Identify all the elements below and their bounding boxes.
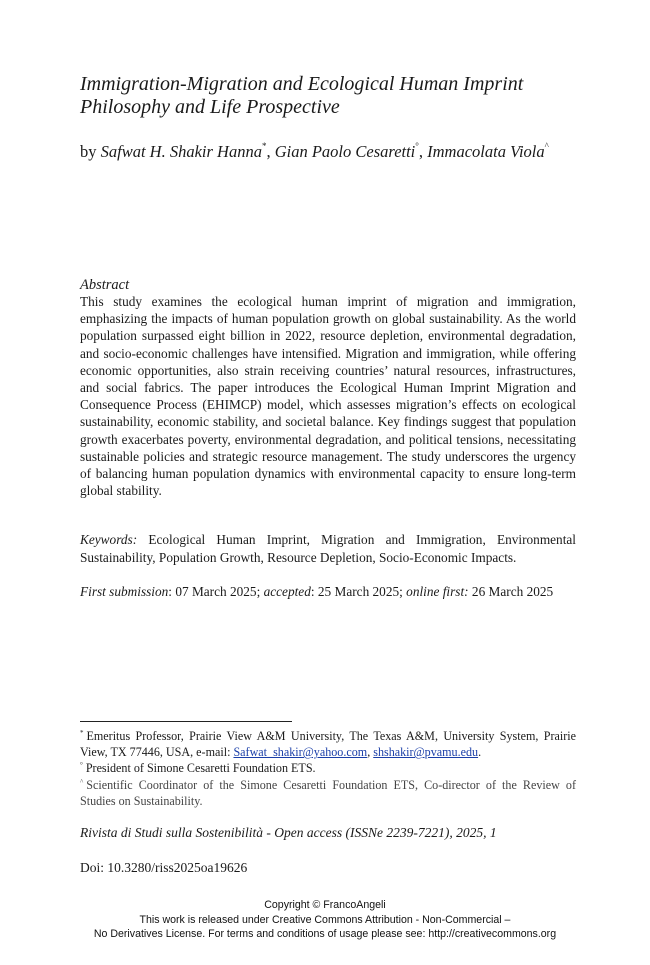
author-name: Safwat H. Shakir Hanna (100, 142, 262, 161)
footnote-1-text: Emeritus Professor, Prairie View A&M University, The Texas A&M, University System, Prairie View, TX 77446, USA, e-mail: (80, 729, 576, 760)
footnote-3-text: Scientific Coordinator of the Simone Cesaretti Foundation ETS, Co-director of the Review of Studies on Sustainability. (80, 777, 576, 808)
copyright-notice (0, 898, 650, 942)
online-first-date: 26 March 2025 (471, 584, 554, 599)
journal-citation: Rivista di Studi sulla Sostenibilità - Open access (ISSNe 2239-7221), 2025, 1 (80, 825, 497, 840)
authors-prefix: by (80, 142, 97, 161)
copyright-line-2: This work is released under Creative Commons Attribution - Non-Commercial – (139, 913, 511, 926)
doi: Doi: 10.3280/riss2025oa19626 (80, 860, 248, 875)
author-list: by Safwat H. Shakir Hanna*, Gian Paolo Cesaretti°, Immacolata Viola^ (80, 141, 549, 161)
author-name: Immacolata Viola (427, 142, 545, 161)
footnote-mark: * (80, 729, 84, 737)
author-mark: ° (415, 141, 419, 151)
footnote-1-end: . (478, 745, 482, 760)
keywords-text: Ecological Human Imprint, Migration and Immigration, Environmental Sustainability, Population Growth, Resource Depletion, Socio-Economic Impacts. (80, 532, 576, 565)
accepted-date: 25 March 2025 (317, 584, 400, 599)
footnote-mark: ° (80, 761, 83, 770)
copyright-line-1: Copyright © FrancoAngeli (264, 899, 386, 911)
email-link-1[interactable]: Safwat_shakir@yahoo.com (233, 745, 368, 760)
title-line-1: Immigration-Migration and Ecological Human Imprint (80, 73, 524, 95)
title-line-2: Philosophy and Life Prospective (80, 96, 340, 118)
submission-label: First submission (80, 584, 169, 599)
footnote-2 (80, 760, 576, 776)
author-name: Gian Paolo Cesaretti (274, 142, 416, 161)
abstract-body: This study examines the ecological human imprint of migration and immigration, emphasizing the impacts of human population growth on global sustainability. As the world population surpassed eight billion in 2022, resource depletion, environmental degradation, and socio-economic challenges have intensified. Migration and immigration, while offering economic opportunities, also strain receiving countries’ natural resources, infrastructures, and social fabrics. The paper introduces the Ecological Human Imprint Migration and Consequence Process (EHIMCP) model, which assesses migration’s effects on ecological sustainability, economic stability, and societal balance. Key findings suggest that population growth exacerbates poverty, environmental degradation, and political tensions, necessitating sustainable policies and strategic resource management. The study underscores the urgency of balancing human population dynamics with environmental capacity to ensure long-term global stability. (80, 294, 576, 499)
copyright-line-3: No Derivatives License. For terms and conditions of usage please see: http://creativecommons.org (93, 928, 557, 940)
accepted-label: accepted (263, 584, 311, 599)
footnote-divider (80, 721, 292, 722)
footnote-mark: ^ (80, 777, 84, 786)
abstract-heading: Abstract (80, 277, 130, 293)
email-link-2[interactable]: shshakir@pvamu.edu (373, 745, 479, 760)
submission-dates: First submission: 07 March 2025; accepted: 25 March 2025; online first: 26 March 2025 (80, 584, 554, 599)
email-separator: , (367, 745, 374, 760)
keywords (80, 531, 576, 567)
footnotes (80, 728, 576, 809)
footnote-2-text: President of Simone Cesaretti Foundation ETS. (85, 761, 316, 776)
footnote-1 (80, 728, 576, 760)
author-mark: ^ (544, 141, 549, 151)
online-first-label: online first: (406, 584, 469, 599)
footnote-3 (80, 777, 576, 809)
paper-title (80, 73, 580, 119)
keywords-label: Keywords: (80, 532, 138, 547)
author-mark: * (261, 141, 267, 151)
submission-date: 07 March 2025 (175, 584, 257, 599)
